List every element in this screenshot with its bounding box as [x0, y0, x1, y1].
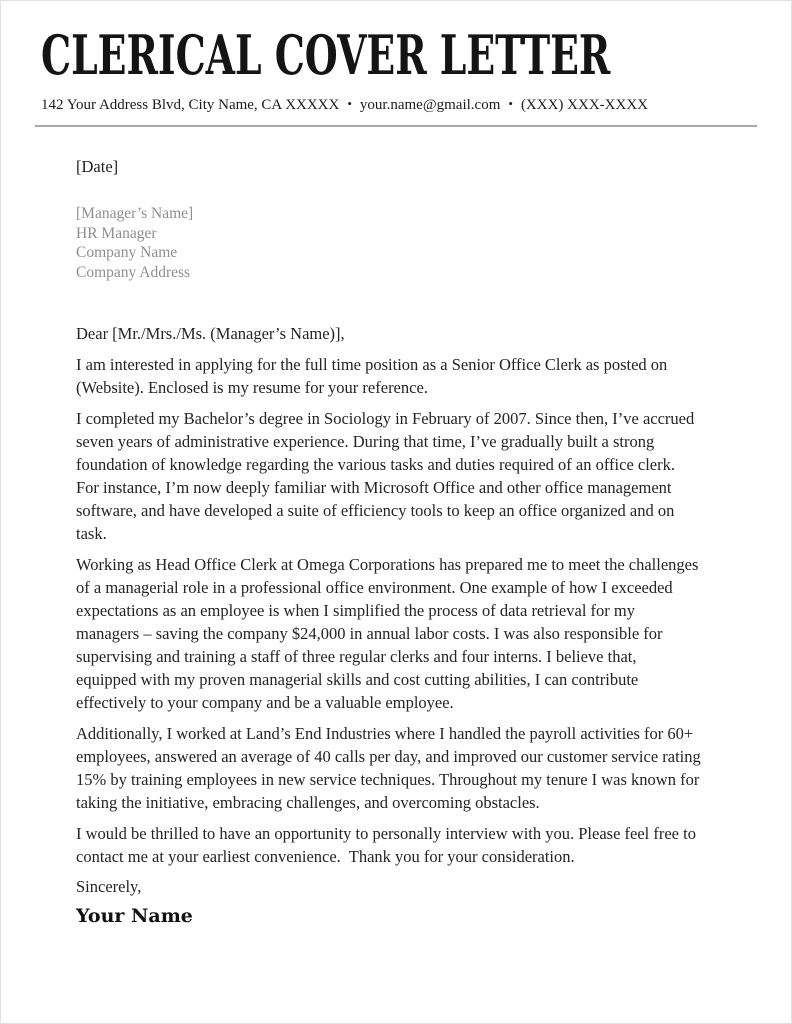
signature-name: Your Name [76, 905, 193, 927]
paragraph-closing-request: I would be thrilled to have an opportunity to personally interview with you. Please feel free to contact me at your earliest convenience. Thank you for your consideration. [76, 824, 701, 866]
bullet-separator-icon: • [508, 96, 513, 111]
paragraph-experience-omega: Working as Head Office Clerk at Omega Corporations has prepared me to meet the challenges of a managerial role in a professional office environment. One example of how I exceeded expectations as an employee is when I simplified the process of data retrieval for my managers – saving the company $24,000 in annual labor costs. I was also responsible for supervising and training a staff of three regular clerks and four interns. I believe that, equipped with my proven managerial skills and cost cutting abilities, I can contribute effectively to your company and be a valuable employee. [76, 555, 703, 712]
recipient-company: Company Name [76, 244, 178, 261]
recipient-name: [Manager’s Name] [76, 205, 194, 222]
letter-body [1, 127, 791, 929]
contact-info [41, 95, 751, 114]
recipient-job-title: HR Manager [76, 224, 157, 242]
paragraph-intro: I am interested in applying for the full time position as a Senior Office Clerk as posted on (Website). Enclosed is my resume for your reference. [76, 355, 672, 397]
letter-title: CLERICAL COVER LETTER [41, 23, 611, 87]
recipient-address: Company Address [76, 263, 191, 281]
address-text: 142 Your Address Blvd, City Name, CA XXXXX [41, 97, 340, 113]
salutation: Dear [Mr./Mrs./Ms. (Manager’s Name)], [76, 324, 345, 343]
letter-header [1, 1, 791, 114]
email-text: your.name@gmail.com [359, 97, 501, 113]
recipient-block [76, 204, 701, 282]
paragraph-background: I completed my Bachelor’s degree in Sociology in February of 2007. Since then, I’ve accrued seven years of administrative experience. During that time, I’ve gradually built a strong foundation of knowledge regarding the various tasks and duties required of an office clerk. For instance, I’m now deeply familiar with Microsoft Office and other office management software, and have developed a suite of efficiency tools to keep an office organized and on task. [76, 409, 699, 543]
closing-valediction: Sincerely, [76, 877, 142, 896]
bullet-separator-icon: • [347, 96, 352, 111]
paragraph-experience-lands-end: Additionally, I worked at Land’s End Industries where I handled the payroll activities for 60+ employees, answered an average of 40 calls per day, and improved our customer service rating 15% by training employees in new service techniques. Throughout my tenure I was known for taking the initiative, embracing challenges, and overcoming obstacles. [76, 724, 705, 812]
date-placeholder: [Date] [76, 157, 119, 176]
phone-text: (XXX) XXX-XXXX [520, 97, 648, 113]
